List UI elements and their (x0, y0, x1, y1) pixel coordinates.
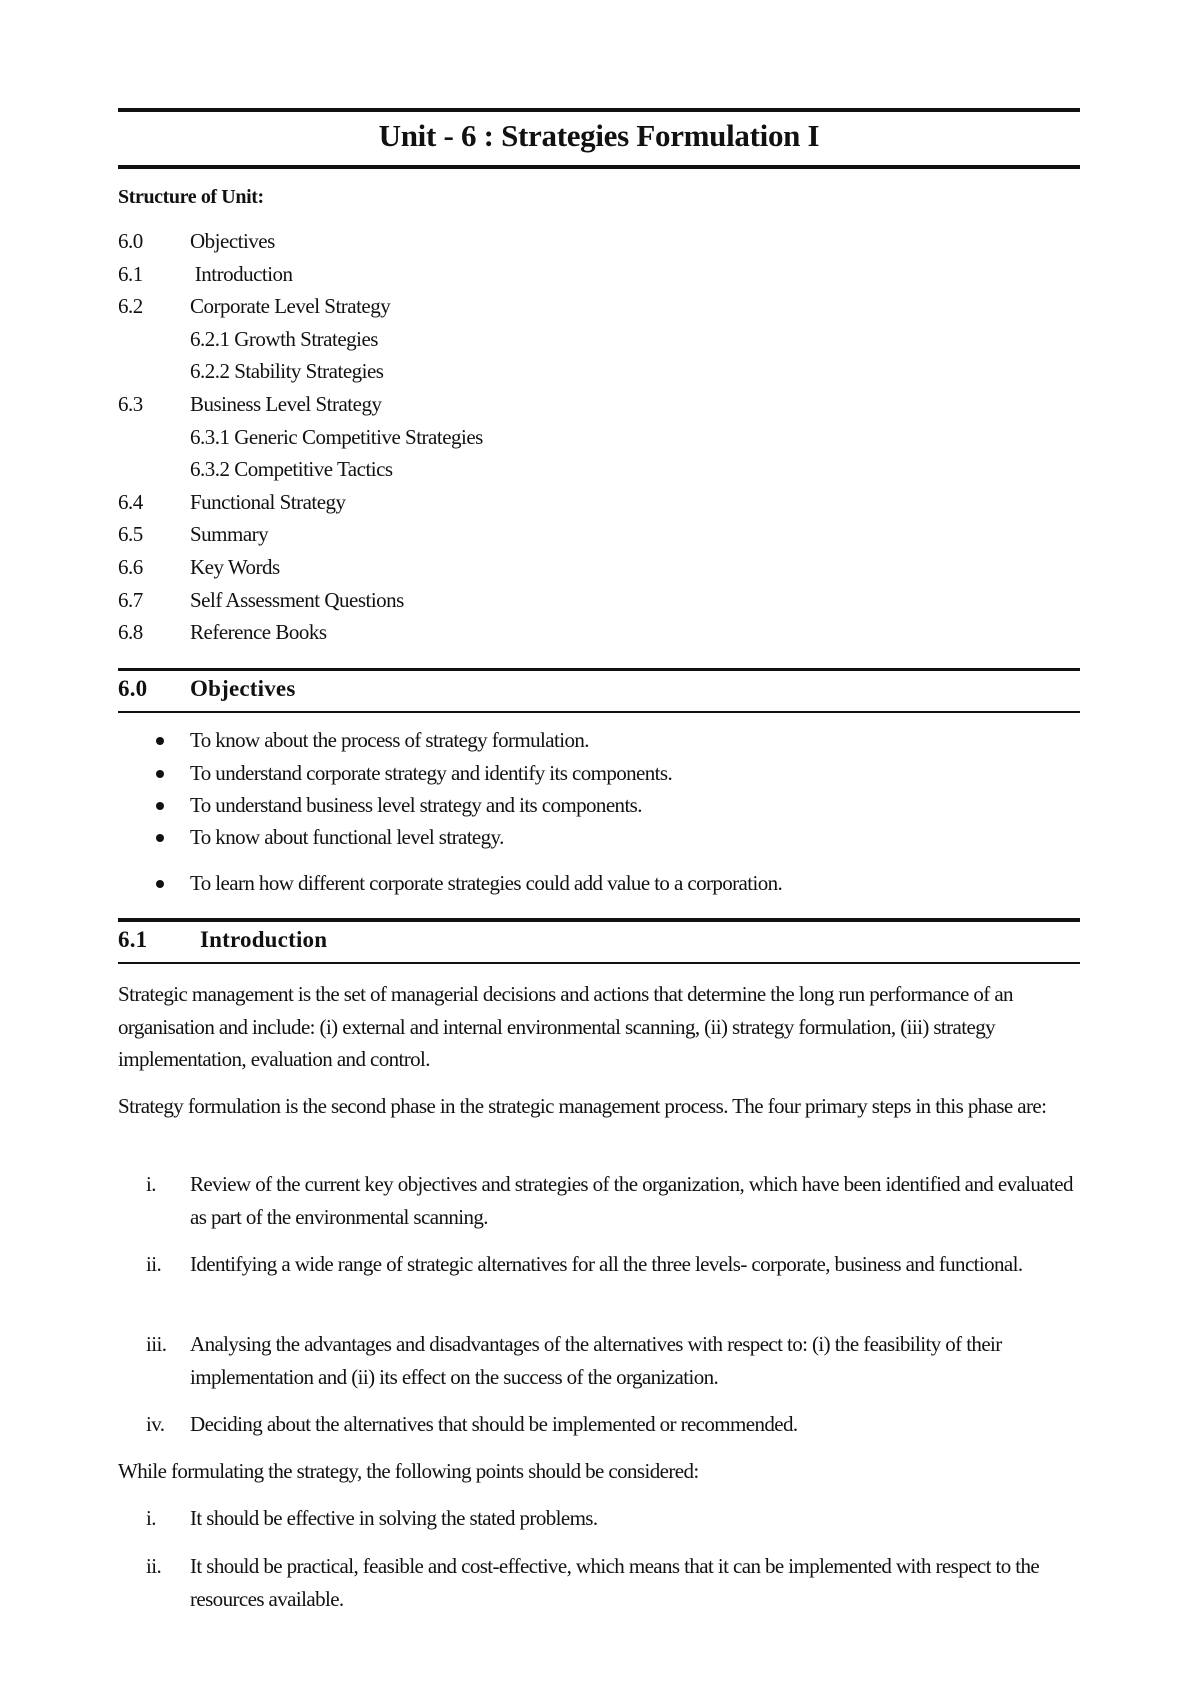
unit-title: Unit - 6 : Strategies Formulation I (378, 118, 820, 153)
list-number: ii. (146, 1252, 162, 1276)
toc-number: 6.2 (118, 294, 143, 319)
toc-number: 6.3 (118, 391, 143, 416)
list-text: Review of the current key objectives and strategies of the organization, which have been identified and evaluated as part of the environmental scanning. (190, 1172, 1073, 1229)
section-number: 6.0 (118, 676, 148, 701)
bullet-icon (156, 770, 164, 778)
toc-subitem (118, 457, 1080, 490)
bullet-text: To understand business level strategy and its components. (190, 793, 642, 817)
toc-label: 6.3.2 Competitive Tactics (190, 457, 393, 482)
bullet-text: To know about functional level strategy. (190, 825, 504, 849)
introduction-bottom-rule (118, 962, 1080, 964)
list-number: ii. (146, 1554, 162, 1578)
toc-label: Introduction (190, 261, 293, 286)
toc-item (118, 229, 1080, 262)
list-number: iv. (146, 1412, 165, 1436)
toc-label: Summary (190, 522, 269, 547)
bullet-icon (156, 834, 164, 842)
bullet-icon (156, 802, 164, 810)
intro-paragraph: While formulating the strategy, the following points should be considered: (118, 1459, 699, 1483)
title-bottom-rule (118, 165, 1080, 169)
toc-label: Corporate Level Strategy (190, 294, 391, 319)
toc-number: 6.6 (118, 554, 143, 579)
intro-paragraph: Strategic management is the set of managerial decisions and actions that determine the long run performance of an organisation and include: (i) external and internal environmental scanning, (ii) strategy formulation, (iii) strategy implementation, evaluation and control. (118, 982, 1013, 1071)
toc-item (118, 262, 1080, 295)
toc-label: Reference Books (190, 620, 327, 645)
title-top-rule (118, 108, 1080, 112)
objectives-bottom-rule (118, 711, 1080, 713)
toc-item (118, 490, 1080, 523)
toc-label: Functional Strategy (190, 489, 346, 514)
toc-number: 6.1 (118, 261, 143, 286)
toc-subitem (118, 327, 1080, 360)
toc-item (118, 588, 1080, 621)
bullet-text: To understand corporate strategy and identify its components. (190, 761, 673, 785)
section-title: Objectives (190, 676, 296, 701)
introduction-top-rule (118, 918, 1080, 922)
toc-label: 6.3.1 Generic Competitive Strategies (190, 424, 483, 449)
toc-number: 6.4 (118, 489, 143, 514)
toc-subitem (118, 359, 1080, 392)
objectives-top-rule (118, 668, 1080, 671)
list-text: Deciding about the alternatives that should be implemented or recommended. (190, 1412, 798, 1436)
list-text: It should be practical, feasible and cost-effective, which means that it can be implemented with respect to the resources available. (190, 1554, 1040, 1611)
toc-label: Business Level Strategy (190, 391, 382, 416)
table-of-contents (118, 229, 1080, 653)
list-text: It should be effective in solving the stated problems. (190, 1506, 598, 1530)
toc-item (118, 620, 1080, 653)
toc-label: 6.2.1 Growth Strategies (190, 326, 378, 351)
list-text: Analysing the advantages and disadvantages of the alternatives with respect to: (i) the feasibility of their implementation and (ii) its effect on the success of the organization. (190, 1332, 1002, 1389)
toc-label: Key Words (190, 554, 280, 579)
toc-number: 6.0 (118, 229, 143, 253)
bullet-icon (156, 737, 164, 745)
list-number: i. (146, 1172, 156, 1196)
toc-number: 6.7 (118, 587, 143, 612)
list-number: i. (146, 1506, 156, 1530)
bullet-text: To know about the process of strategy formulation. (190, 728, 589, 752)
toc-subitem (118, 425, 1080, 458)
toc-item (118, 555, 1080, 588)
toc-number: 6.5 (118, 522, 143, 547)
toc-label: Self Assessment Questions (190, 587, 404, 612)
section-title: Introduction (200, 927, 328, 952)
structure-label: Structure of Unit: (118, 186, 264, 208)
list-number: iii. (146, 1332, 167, 1356)
toc-label: Objectives (190, 229, 275, 253)
bullet-icon (156, 880, 164, 888)
toc-item (118, 522, 1080, 555)
section-number: 6.1 (118, 927, 148, 952)
toc-item (118, 392, 1080, 425)
toc-number: 6.8 (118, 620, 143, 645)
toc-item (118, 294, 1080, 327)
list-text: Identifying a wide range of strategic alternatives for all the three levels- corporate, business and functional. (190, 1252, 1023, 1276)
toc-label: 6.2.2 Stability Strategies (190, 359, 384, 384)
intro-paragraph: Strategy formulation is the second phase in the strategic management process. The four primary steps in this phase are: (118, 1094, 1047, 1118)
bullet-text: To learn how different corporate strategies could add value to a corporation. (190, 871, 783, 895)
